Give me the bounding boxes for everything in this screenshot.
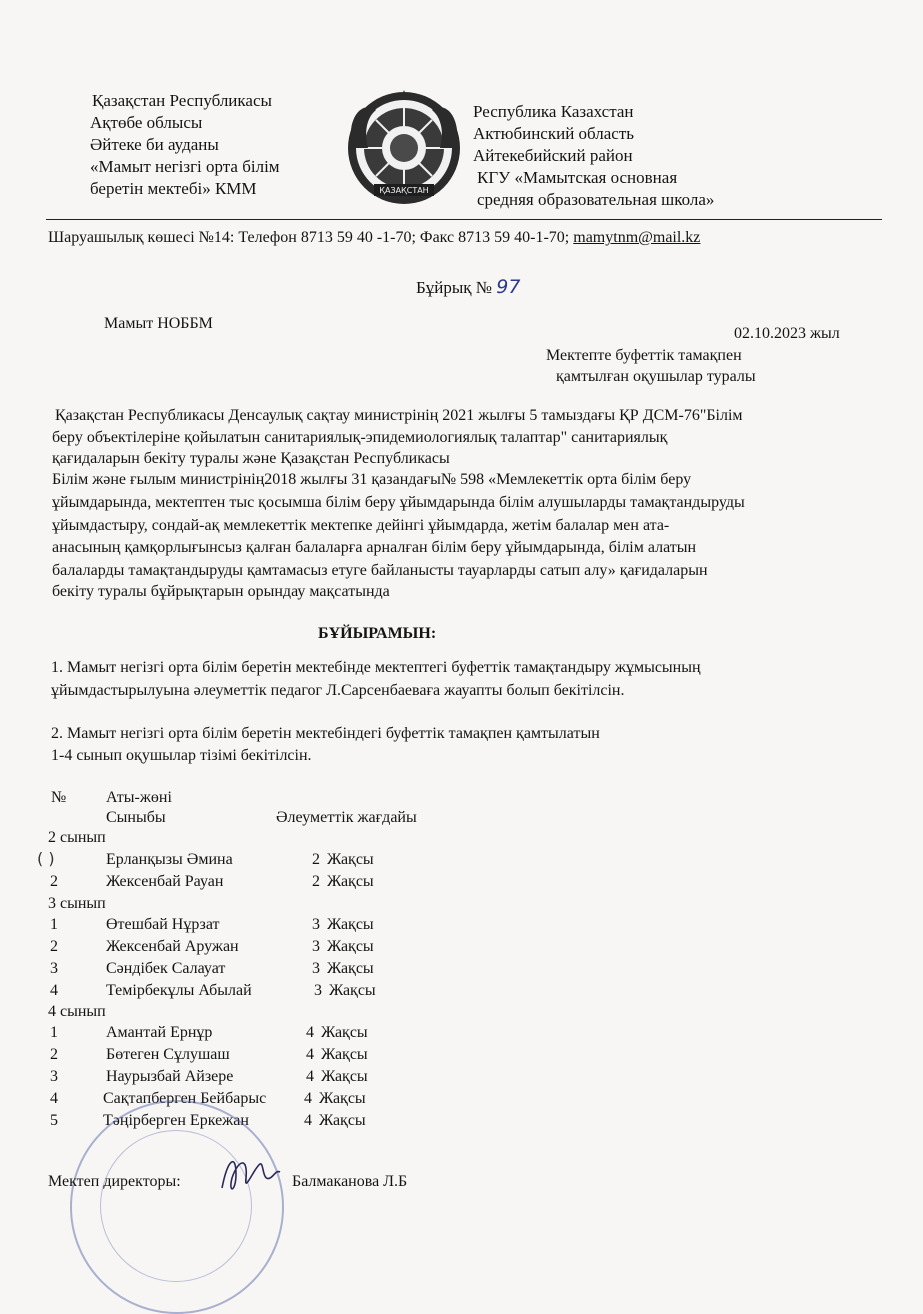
row-number: 4 (50, 1090, 58, 1107)
col-status-header: Әлеуметтік жағдайы (276, 809, 417, 826)
header-divider (46, 219, 882, 220)
preamble-line: ұйымдастыру, сондай-ақ мемлекеттік мектепке дейінгі ұйымдарда, жетім балалар мен ата- (52, 517, 670, 534)
col-class-header: Сыныбы (106, 809, 166, 826)
order-subject-line: қамтылған оқушылар туралы (556, 368, 756, 385)
group-title: 3 сынып (48, 895, 106, 912)
student-name: Тәңірберген Еркежан (103, 1112, 249, 1129)
preamble-line: ұйымдарында, мектептен тыс қосымша білім беру ұйымдарында білім алушыларды тамақтандыруды (52, 494, 745, 511)
student-class: 4 (306, 1068, 314, 1085)
student-class: 3 (312, 960, 320, 977)
student-name: Сәндібек Салауат (106, 960, 226, 977)
header-ru-line: Айтекебийский район (473, 146, 633, 165)
header-kz-line: «Мамыт негізгі орта білім (90, 157, 280, 176)
header-kz-line: Әйтеке би ауданы (90, 135, 219, 154)
student-class: 4 (304, 1112, 312, 1129)
order-number (416, 276, 520, 298)
org-short-name: Мамыт НОББМ (104, 315, 213, 332)
student-class: 4 (306, 1024, 314, 1041)
signature-icon (214, 1148, 284, 1200)
student-status: Жақсы (327, 873, 374, 890)
header-kz-line: Ақтөбе облысы (90, 113, 203, 132)
group-title: 2 сынып (48, 829, 106, 846)
director-name: Балмаканова Л.Б (292, 1173, 408, 1190)
student-status: Жақсы (321, 1068, 368, 1085)
student-status: Жақсы (329, 982, 376, 999)
preamble-line: анасының қамқорлығынсыз қалған балаларға арналған білім беру ұйымдарында, білім алатын (52, 539, 697, 556)
student-name: Наурызбай Айзере (106, 1068, 234, 1085)
row-number: 3 (50, 960, 58, 977)
order-label: Бұйрық № (416, 278, 493, 297)
row-number: 1 (50, 1024, 58, 1041)
order-subject-line: Мектепте буфеттік тамақпен (546, 347, 742, 364)
preamble-line: беру объектілеріне қойылатын санитариялық-эпидемиологиялық талаптар" санитариялық (52, 429, 668, 446)
student-class: 4 (306, 1046, 314, 1063)
header-kz-line: беретін мектебі» КММ (90, 179, 257, 198)
student-class: 3 (314, 982, 322, 999)
emblem-text: ҚАЗАҚСТАН (379, 186, 429, 195)
item2-line: 2. Мамыт негізгі орта білім беретін мектебіндегі буфеттік тамақпен қамтылатын (51, 725, 600, 742)
student-status: Жақсы (327, 851, 374, 868)
student-status: Жақсы (319, 1112, 366, 1129)
student-status: Жақсы (319, 1090, 366, 1107)
preamble-line: бекіту туралы бұйрықтарын орындау мақсатында (52, 583, 390, 600)
col-no-header: № (51, 789, 67, 806)
group-title: 4 сынып (48, 1003, 106, 1020)
row-number: 5 (50, 1112, 58, 1129)
student-class: 3 (312, 916, 320, 933)
student-class: 4 (304, 1090, 312, 1107)
order-number-handwritten: 97 (496, 276, 521, 298)
student-name: Бөтеген Сұлушаш (106, 1046, 230, 1063)
item1-line: 1. Мамыт негізгі орта білім беретін мектебінде мектептегі буфеттік тамақтандыру жұмысының (51, 659, 701, 676)
preamble-line: Қазақстан Республикасы Денсаулық сақтау министрінің 2021 жылғы 5 тамыздағы ҚР ДСМ-76"Білім (55, 407, 743, 424)
row-number: 1 (50, 916, 58, 933)
header-ru-line: Республика Казахстан (473, 102, 634, 121)
student-status: Жақсы (321, 1024, 368, 1041)
student-status: Жақсы (321, 1046, 368, 1063)
item1-line: ұйымдастырылуына әлеуметтік педагог Л.Сарсенбаеваға жауапты болып бекітілсін. (51, 682, 625, 699)
row-number: 2 (50, 1046, 58, 1063)
item2-line: 1-4 сынып оқушылар тізімі бекітілсін. (51, 747, 312, 764)
student-name: Ерланқызы Әмина (106, 851, 233, 868)
student-class: 2 (312, 873, 320, 890)
row-number: 4 (50, 982, 58, 999)
order-date: 02.10.2023 жыл (734, 325, 840, 342)
header-ru-line: средняя образовательная школа» (477, 190, 715, 209)
signature-label: Мектеп директоры: (48, 1173, 181, 1190)
header-kz-line: Қазақстан Республикасы (92, 91, 272, 110)
preamble-line: балаларды тамақтандыруды қамтамасыз етуге байланысты тауарларды сатып алу» қағидаларын (52, 562, 708, 579)
student-name: Жексенбай Рауан (106, 873, 224, 890)
header-ru-line: КГУ «Мамытская основная (477, 168, 678, 187)
student-status: Жақсы (327, 916, 374, 933)
student-status: Жақсы (327, 938, 374, 955)
row-number: 3 (50, 1068, 58, 1085)
student-class: 2 (312, 851, 320, 868)
row-number: 2 (50, 873, 58, 890)
command-heading: БҰЙЫРАМЫН: (318, 625, 437, 642)
row-number: 2 (50, 938, 58, 955)
contact-text: Шаруашылық көшесі №14: Телефон 8713 59 40 -1-70; Факс 8713 59 40-1-70; (48, 229, 574, 246)
preamble-line: Білім және ғылым министрінің2018 жылғы 31 қазандағы№ 598 «Мемлекеттік орта білім беру (52, 471, 692, 488)
student-name: Сақтапберген Бейбарыс (103, 1090, 267, 1107)
preamble-line: қағидаларын бекіту туралы және Қазақстан Республикасы (52, 450, 450, 467)
kazakhstan-emblem-icon (342, 88, 466, 206)
student-name: Жексенбай Аружан (106, 938, 239, 955)
col-name-header: Аты-жөні (106, 789, 172, 806)
student-class: 3 (312, 938, 320, 955)
contact-email-link[interactable]: mamytnm@mail.kz (573, 229, 701, 246)
student-name: Өтешбай Нұрзат (106, 916, 220, 933)
handwritten-mark: ( ) (37, 849, 55, 868)
student-status: Жақсы (327, 960, 374, 977)
student-name: Темірбекұлы Абылай (106, 982, 252, 999)
header-ru-line: Актюбинский область (473, 124, 635, 143)
contact-line (48, 229, 700, 247)
student-name: Амантай Ернұр (106, 1024, 213, 1041)
